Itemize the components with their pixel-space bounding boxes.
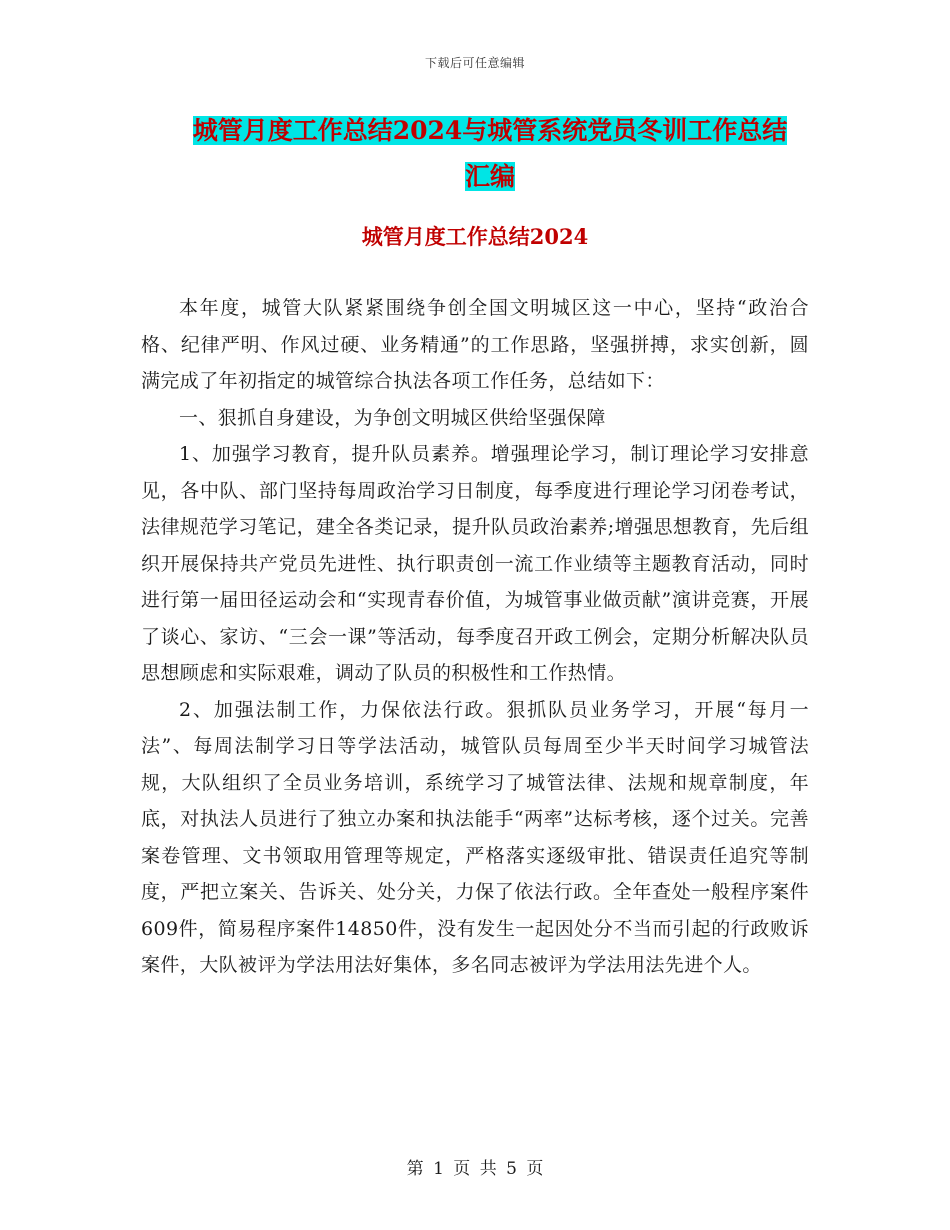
- paragraph-item-1: 1、加强学习教育，提升队员素养。增强理论学习，制订理论学习安排意见，各中队、部门坚持每周政治学习日制度，每季度进行理论学习闭卷考试，法律规范学习笔记，建全各类记录，提升队员政治素养;增强思想教育，先后组织开展保持共产党员先进性、执行职责创一流工作业绩等主题教育活动，同时进行第一届田径运动会和“实现青春价值，为城管事业做贡献”演讲竞赛，开展了谈心、家访、“三会一课”等活动，每季度召开政工例会，定期分析解决队员思想顾虑和实际艰难，调动了队员的积极性和工作热情。: [141, 443, 809, 684]
- document-title-line2: 汇编: [464, 162, 515, 191]
- page-footer: 第 1 页 共 5 页: [406, 1159, 544, 1179]
- header-note: 下载后可任意编辑: [424, 56, 525, 70]
- document-title-line1: 城管月度工作总结2024与城管系统党员冬训工作总结: [192, 116, 788, 145]
- document-body: [141, 290, 809, 984]
- paragraph-heading-1: 一、狠抓自身建设，为争创文明城区供给坚强保障: [179, 406, 606, 429]
- section-title: 城管月度工作总结2024: [361, 224, 589, 249]
- paragraph-item-2: 2、加强法制工作，力保依法行政。狠抓队员业务学习，开展“每月一法”、每周法制学习日等学法活动，城管队员每周至少半天时间学习城管法规，大队组织了全员业务培训，系统学习了城管法律、法规和规章制度，年底，对执法人员进行了独立办案和执法能手“两率”达标考核，逐个过关。完善案卷管理、文书领取用管理等规定，严格落实逐级审批、错误责任追究等制度，严把立案关、告诉关、处分关，力保了依法行政。全年查处一般程序案件609件，简易程序案件14850件，没有发生一起因处分不当而引起的行政败诉案件，大队被评为学法用法好集体，多名同志被评为学法用法先进个人。: [141, 698, 809, 976]
- document-title: [150, 108, 830, 200]
- paragraph-intro: 本年度，城管大队紧紧围绕争创全国文明城区这一中心，坚持“政治合格、纪律严明、作风过硬、业务精通”的工作思路，坚强拼搏，求实创新，圆满完成了年初指定的城管综合执法各项工作任务，总结如下：: [141, 297, 809, 392]
